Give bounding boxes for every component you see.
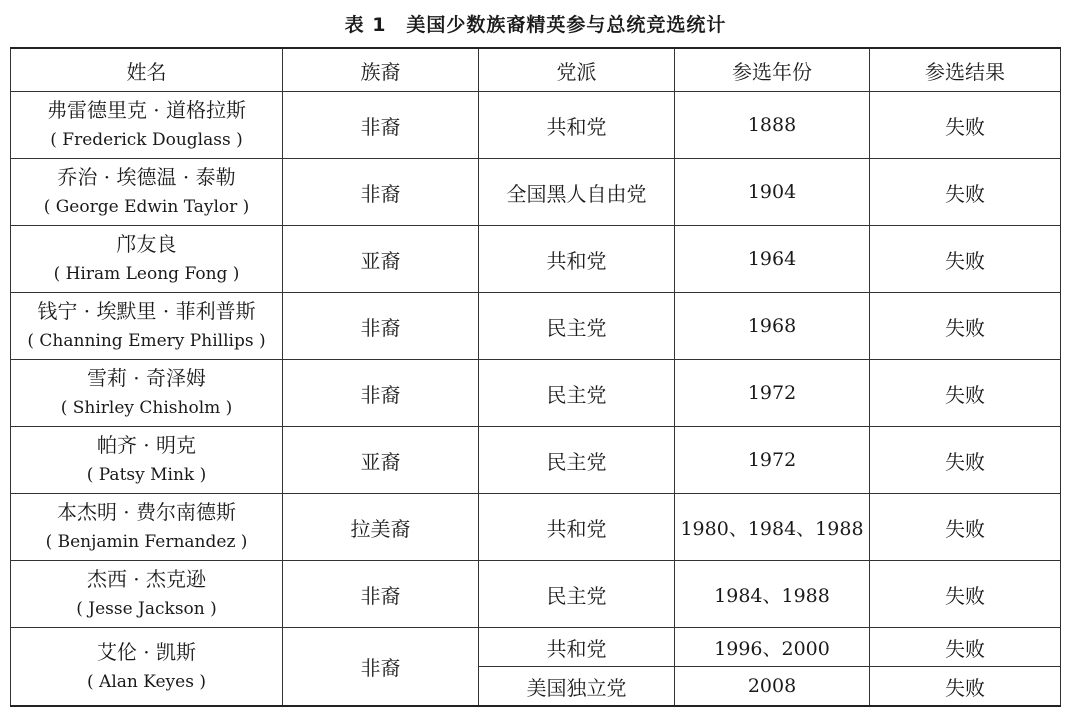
party-cell: 美国独立党	[479, 667, 675, 707]
name-en: ( Patsy Mink )	[86, 465, 207, 485]
result-cell: 失败	[870, 427, 1061, 494]
table-row	[11, 226, 1061, 293]
years-cell: 1996、2000	[675, 628, 870, 667]
ethnicity-cell: 非裔	[283, 92, 479, 159]
years-cell: 1972	[675, 360, 870, 427]
name-cell	[11, 293, 283, 360]
name-cell	[11, 159, 283, 226]
name-cn: 邝友良	[116, 232, 177, 256]
header-name: 姓名	[11, 48, 283, 92]
name-cell	[11, 226, 283, 293]
party-cell: 全国黑人自由党	[479, 159, 675, 226]
years-cell: 1984、1988	[675, 561, 870, 628]
table-row	[11, 494, 1061, 561]
name-cell	[11, 561, 283, 628]
name-cn: 艾伦 · 凯斯	[96, 639, 197, 664]
ethnicity-cell: 非裔	[283, 293, 479, 360]
name-cell	[11, 92, 283, 159]
candidates-table	[10, 47, 1061, 707]
party-cell: 共和党	[479, 628, 675, 667]
name-en: ( Alan Keyes )	[87, 671, 206, 692]
name-cn: 本杰明 · 费尔南德斯	[56, 500, 237, 524]
name-cn: 乔治 · 埃德温 · 泰勒	[57, 165, 236, 189]
name-cn: 雪莉 · 奇泽姆	[86, 366, 207, 390]
name-cell	[11, 360, 283, 427]
ethnicity-cell: 非裔	[283, 628, 479, 707]
name-cell	[11, 628, 283, 707]
years-cell: 1968	[675, 293, 870, 360]
name-en: ( Channing Emery Phillips )	[27, 331, 266, 351]
party-cell: 共和党	[479, 494, 675, 561]
result-cell: 失败	[870, 92, 1061, 159]
table-row	[11, 427, 1061, 494]
years-cell: 1904	[675, 159, 870, 226]
result-cell: 失败	[870, 293, 1061, 360]
name-cn: 钱宁 · 埃默里 · 菲利普斯	[37, 299, 256, 323]
name-en: ( Frederick Douglass )	[50, 130, 243, 150]
party-cell: 民主党	[479, 561, 675, 628]
result-cell: 失败	[870, 226, 1061, 293]
ethnicity-cell: 拉美裔	[283, 494, 479, 561]
name-cell	[11, 427, 283, 494]
table-row	[11, 293, 1061, 360]
header-ethnicity: 族裔	[283, 48, 479, 92]
years-cell: 1964	[675, 226, 870, 293]
header-party: 党派	[479, 48, 675, 92]
table-row	[11, 561, 1061, 628]
years-cell: 1972	[675, 427, 870, 494]
table-row	[11, 92, 1061, 159]
header-result: 参选结果	[870, 48, 1061, 92]
years-cell: 1888	[675, 92, 870, 159]
party-cell: 民主党	[479, 293, 675, 360]
result-cell: 失败	[870, 667, 1061, 707]
name-cn: 弗雷德里克 · 道格拉斯	[46, 98, 247, 122]
name-en: ( George Edwin Taylor )	[43, 197, 250, 217]
name-cn: 帕齐 · 明克	[96, 433, 197, 457]
party-cell: 民主党	[479, 427, 675, 494]
name-en: ( Shirley Chisholm )	[60, 398, 233, 418]
header-row	[11, 48, 1061, 92]
name-en: ( Benjamin Fernandez )	[45, 532, 248, 552]
name-en: ( Hiram Leong Fong )	[53, 264, 240, 284]
result-cell: 失败	[870, 159, 1061, 226]
party-cell: 民主党	[479, 360, 675, 427]
ethnicity-cell: 非裔	[283, 159, 479, 226]
ethnicity-cell: 非裔	[283, 360, 479, 427]
ethnicity-cell: 亚裔	[283, 427, 479, 494]
name-en: ( Jesse Jackson )	[76, 599, 217, 619]
years-cell: 2008	[675, 667, 870, 707]
party-cell: 共和党	[479, 226, 675, 293]
name-cn: 杰西 · 杰克逊	[86, 567, 207, 591]
result-cell: 失败	[870, 494, 1061, 561]
party-cell: 共和党	[479, 92, 675, 159]
table-row	[11, 159, 1061, 226]
table-row	[11, 628, 1061, 667]
table-row	[11, 360, 1061, 427]
ethnicity-cell: 亚裔	[283, 226, 479, 293]
result-cell: 失败	[870, 360, 1061, 427]
table-title: 表 1 美国少数族裔精英参与总统竞选统计	[344, 14, 727, 36]
result-cell: 失败	[870, 628, 1061, 667]
header-years: 参选年份	[675, 48, 870, 92]
name-cell	[11, 494, 283, 561]
result-cell: 失败	[870, 561, 1061, 628]
ethnicity-cell: 非裔	[283, 561, 479, 628]
years-cell: 1980、1984、1988	[675, 494, 870, 561]
